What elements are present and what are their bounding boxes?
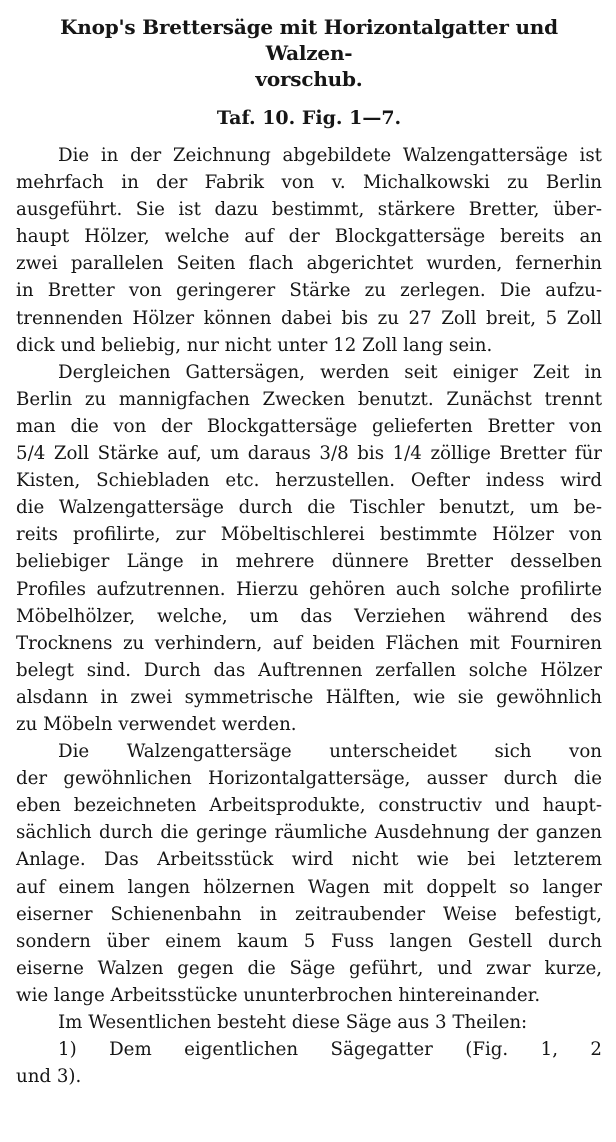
text-line: trennenden Hölzer können dabei bis zu 27 Zoll breit, 5 Zoll: [16, 307, 602, 329]
paragraph: [16, 738, 602, 1009]
text-line: Dergleichen Gattersägen, werden seit einiger Zeit in: [58, 361, 602, 383]
text-line: eiserner Schienenbahn in zeitraubender Weise befestigt,: [16, 903, 602, 925]
text-line: und 3).: [16, 1066, 82, 1088]
text-line: Profiles aufzutrennen. Hierzu gehören auch solche profilirte: [16, 578, 602, 600]
text-line: sächlich durch die geringe räumliche Ausdehnung der ganzen: [16, 822, 602, 844]
paragraph: [16, 1009, 602, 1036]
text-line: in Bretter von geringerer Stärke zu zerlegen. Die aufzu-: [16, 280, 602, 302]
text-line: Möbelhölzer, welche, um das Verziehen während des: [16, 605, 602, 627]
text-line: die Walzengattersäge durch die Tischler benutzt, um be-: [16, 497, 602, 519]
text-line: man die von der Blockgattersäge gelieferten Bretter von: [16, 415, 602, 437]
text-line: mehrfach in der Fabrik von v. Michalkowski zu Berlin: [16, 172, 602, 194]
paragraph: [16, 1036, 602, 1090]
text-line: auf einem langen hölzernen Wagen mit doppelt so langer: [16, 876, 602, 898]
text-line: reits profilirte, zur Möbeltischlerei bestimmte Hölzer von: [16, 524, 602, 546]
page-title: [16, 14, 602, 92]
text-line: der gewöhnlichen Horizontalgattersäge, ausser durch die: [16, 768, 602, 790]
text-line: zwei parallelen Seiten flach abgerichtet wurden, fernerhin: [16, 253, 602, 275]
paragraph: [16, 359, 602, 738]
body-text: [16, 142, 602, 1090]
text-line: eben bezeichneten Arbeitsprodukte, constructiv und haupt-: [16, 795, 602, 817]
text-line: Trocknens zu verhindern, auf beiden Flächen mit Fourniren: [16, 632, 602, 654]
text-line: belegt sind. Durch das Auftrennen zerfallen solche Hölzer: [16, 659, 602, 681]
text-line: 5/4 Zoll Stärke auf, um daraus 3/8 bis 1/4 zöllige Bretter für: [16, 443, 602, 465]
text-line: Im Wesentlichen besteht diese Säge aus 3 Theilen:: [58, 1012, 528, 1033]
title-line-1: Knop's Brettersäge mit Horizontalgatter und Walzen-: [60, 15, 558, 65]
text-line: dick und beliebig, nur nicht unter 12 Zoll lang sein.: [16, 334, 493, 356]
text-line: Die in der Zeichnung abgebildete Walzengattersäge ist: [58, 145, 602, 166]
text-line: sondern über einem kaum 5 Fuss langen Gestell durch: [16, 930, 602, 952]
text-line: haupt Hölzer, welche auf der Blockgattersäge bereits an: [16, 226, 602, 248]
text-line: ausgeführt. Sie ist dazu bestimmt, stärkere Bretter, über-: [16, 199, 602, 221]
paragraph: [16, 142, 602, 359]
text-line: wie lange Arbeitsstücke ununterbrochen hintereinander.: [16, 984, 541, 1006]
text-line: Anlage. Das Arbeitsstück wird nicht wie bei letzterem: [16, 849, 602, 871]
title-line-2: vorschub.: [255, 67, 363, 91]
text-line: Berlin zu mannigfachen Zwecken benutzt. Zunächst trennt: [16, 388, 602, 410]
text-line: 1) Dem eigentlichen Sägegatter (Fig. 1, 2: [58, 1039, 602, 1061]
figure-reference: Taf. 10. Fig. 1—7.: [216, 107, 402, 129]
text-line: Die Walzengattersäge unterscheidet sich von: [58, 741, 602, 763]
text-line: beliebiger Länge in mehrere dünnere Bretter desselben: [16, 551, 602, 573]
text-line: eiserne Walzen gegen die Säge geführt, und zwar kurze,: [16, 957, 602, 979]
text-line: Kisten, Schiebladen etc. herzustellen. Oefter indess wird: [16, 470, 602, 492]
text-line: alsdann in zwei symmetrische Hälften, wie sie gewöhnlich: [16, 686, 602, 708]
text-line: zu Möbeln verwendet werden.: [16, 713, 297, 735]
